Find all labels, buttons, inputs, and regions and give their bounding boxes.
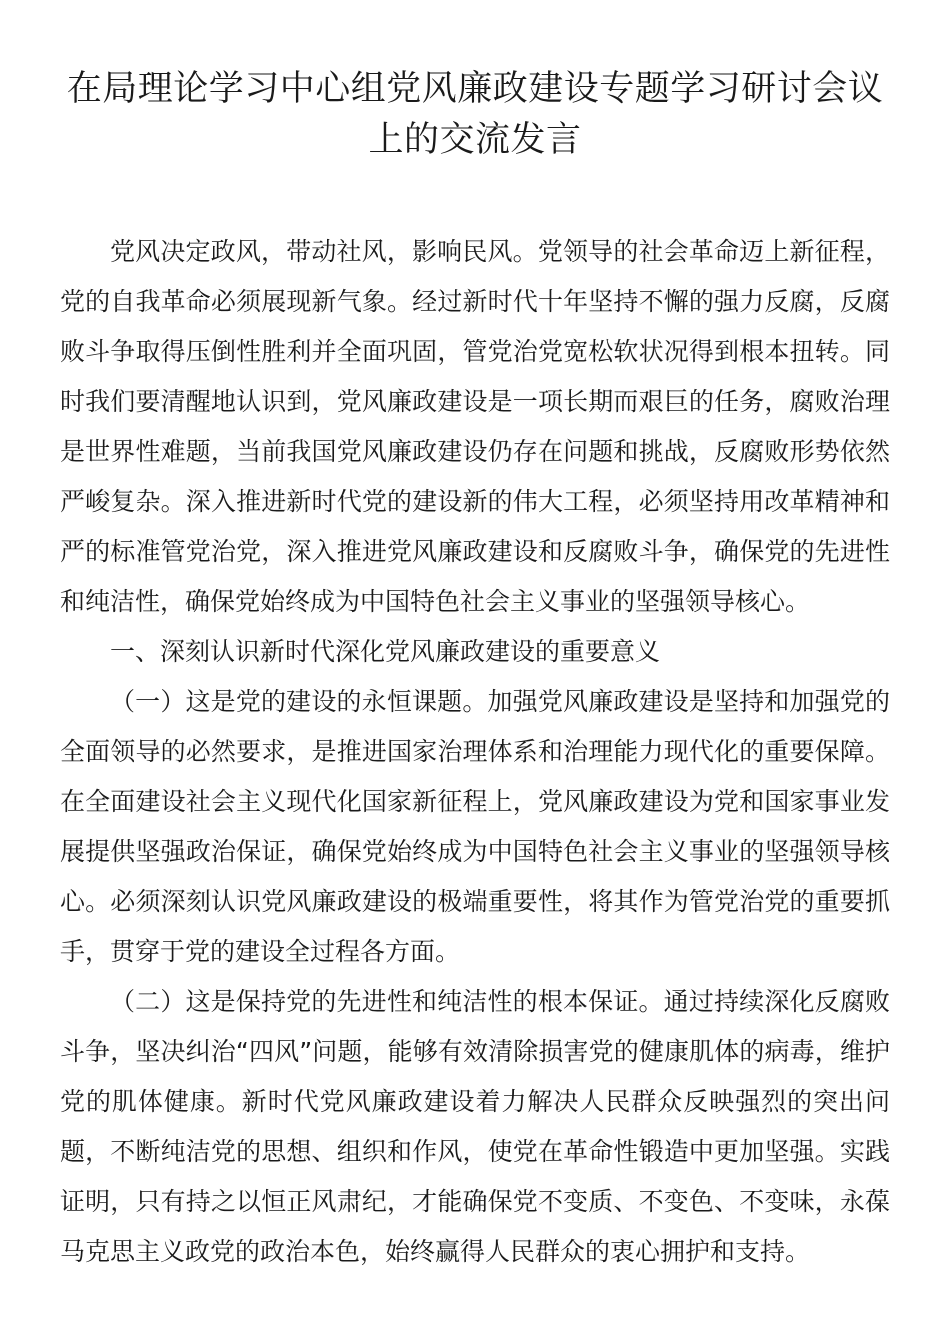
paragraph-intro: 党风决定政风，带动社风，影响民风。党领导的社会革命迈上新征程，党的自我革命必须展现新气象。经过新时代十年坚持不懈的强力反腐，反腐败斗争取得压倒性胜利并全面巩固，管党治党宽松软状况得到根本扭转。同时我们要清醒地认识到，党风廉政建设是一项长期而艰巨的任务，腐败治理是世界性难题，当前我国党风廉政建设仍存在问题和挑战，反腐败形势依然严峻复杂。深入推进新时代党的建设新的伟大工程，必须坚持用改革精神和严的标准管党治党，深入推进党风廉政建设和反腐败斗争，确保党的先进性和纯洁性，确保党始终成为中国特色社会主义事业的坚强领导核心。 [60,237,890,616]
paragraph-point-1: （一）这是党的建设的永恒课题。加强党风廉政建设是坚持和加强党的全面领导的必然要求，是推进国家治理体系和治理能力现代化的重要保障。在全面建设社会主义现代化国家新征程上，党风廉政建设为党和国家事业发展提供坚强政治保证，确保党始终成为中国特色社会主义事业的坚强领导核心。必须深刻认识党风廉政建设的极端重要性，将其作为管党治党的重要抓手，贯穿于党的建设全过程各方面。 [60,687,890,966]
section-heading-1: 一、深刻认识新时代深化党风廉政建设的重要意义 [110,637,661,666]
document-title: 在局理论学习中心组党风廉政建设专题学习研讨会议上的交流发言 [66,69,884,160]
paragraph-point-2: （二）这是保持党的先进性和纯洁性的根本保证。通过持续深化反腐败斗争，坚决纠治“四风”问题，能够有效清除损害党的健康肌体的病毒，维护党的肌体健康。新时代党风廉政建设着力解决人民群众反映强烈的突出问题，不断纯洁党的思想、组织和作风，使党在革命性锻造中更加坚强。实践证明，只有持之以恒正风肃纪，才能确保党不变质、不变色、不变味，永葆马克思主义政党的政治本色，始终赢得人民群众的衷心拥护和支持。 [60,987,890,1266]
document-body [60,227,890,1277]
